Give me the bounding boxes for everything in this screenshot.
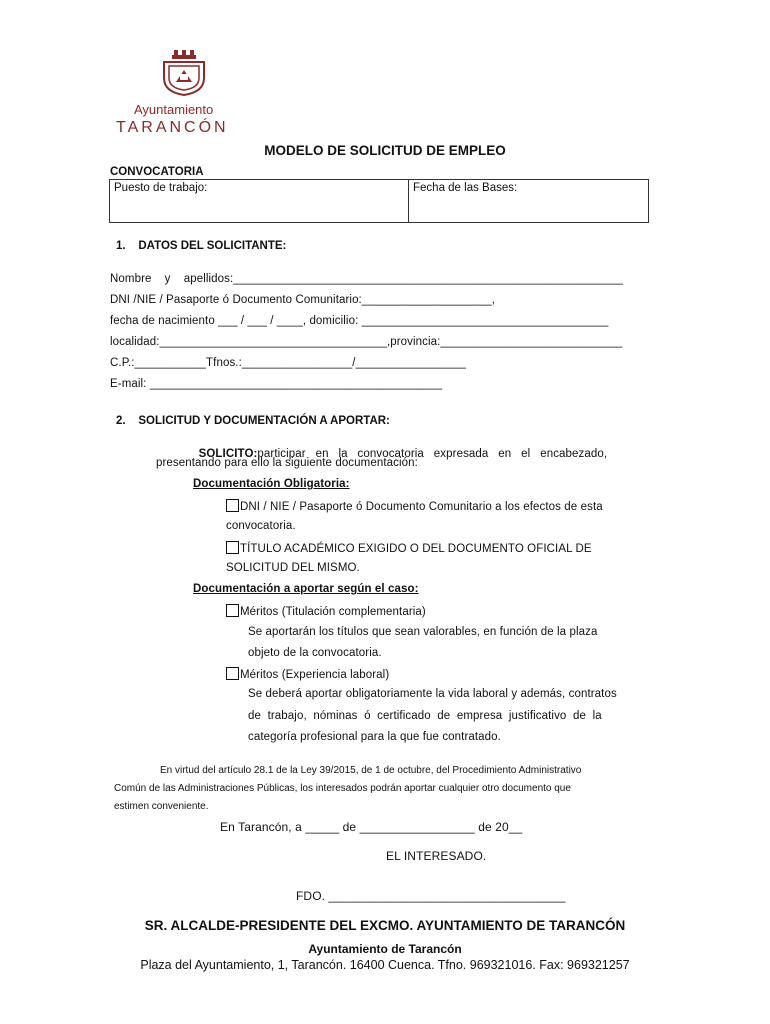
page-title: MODELO DE SOLICITUD DE EMPLEO [264,143,506,158]
meritos-titulacion-item [226,604,426,618]
legal-note-line-2: Común de las Administraciones Públicas, los interesados podrán aportar cualquier otro documento que [114,783,571,794]
localidad-field[interactable]: localidad:___________________________________,provincia:____________________________ [110,336,623,348]
titulo-checkbox[interactable] [226,541,239,554]
logo-name: Ayuntamiento [134,102,214,117]
place-date-field[interactable]: En Tarancón, a _____ de _________________ de 20__ [220,820,523,834]
fecha-bases-field[interactable] [409,180,648,222]
legal-note-line-1: En virtud del artículo 28.1 de la Ley 39/2015, de 1 de octubre, del Procedimiento Administrativo [160,765,582,776]
municipality-logo [116,48,250,140]
meritos-experiencia-desc-2: de trabajo, nóminas ó certificado de empresa justificativo de la [248,710,602,722]
obligatoria-heading: Documentación Obligatoria: [193,478,350,490]
solicito-text: participar en la convocatoria expresada en el encabezado, [257,448,608,460]
meritos-titulacion-checkbox[interactable] [226,604,239,617]
convocatoria-heading: CONVOCATORIA [110,166,204,178]
email-field[interactable]: E-mail: _____________________________________________ [110,378,443,390]
recipient-line: SR. ALCALDE-PRESIDENTE DEL EXCMO. AYUNTAMIENTO DE TARANCÓN [144,918,626,933]
nombre-field[interactable]: Nombre y apellidos:____________________________________________________________ [110,273,624,285]
meritos-titulacion-label: Méritos (Titulación complementaria) [240,606,426,618]
dni-document-cont: convocatoria. [226,520,296,532]
dni-checkbox[interactable] [226,499,239,512]
meritos-experiencia-item [226,667,389,681]
meritos-titulacion-desc-2: objeto de la convocatoria. [248,647,382,659]
meritos-experiencia-desc-3: categoría profesional para la que fue contratado. [248,731,501,743]
meritos-experiencia-desc-1: Se deberá aportar obligatoriamente la vida laboral y además, contratos [248,688,617,700]
solicito-label: SOLICITO: [198,448,258,460]
section2-heading: 2. SOLICITUD Y DOCUMENTACIÓN A APORTAR: [116,415,390,427]
fecha-domicilio-field[interactable]: fecha de nacimiento ___ / ___ / ____, domicilio: ______________________________________ [110,315,609,327]
logo-city: TARANCÓN [116,119,229,136]
solicito-continuation: presentando para ello la siguiente documentación: [156,457,418,469]
footer-address: Plaza del Ayuntamiento, 1, Tarancón. 16400 Cuenca. Tfno. 969321016. Fax: 969321257 [140,958,630,972]
legal-note-line-3: estimen conveniente. [114,801,209,812]
interesado-label: EL INTERESADO. [386,849,487,863]
titulo-document-label: TÍTULO ACADÉMICO EXIGIDO O DEL DOCUMENTO OFICIAL DE [240,543,592,555]
section1-heading: 1. DATOS DEL SOLICITANTE: [116,240,287,252]
dni-document-label: DNI / NIE / Pasaporte ó Documento Comunitario a los efectos de esta [240,501,603,513]
dni-document-item [226,499,603,513]
cp-telefono-field[interactable]: C.P.:___________Tfnos.:_________________/_________________ [110,357,467,369]
meritos-experiencia-label: Méritos (Experiencia laboral) [240,669,390,681]
coat-of-arms-icon [160,48,208,96]
puesto-label: Puesto de trabajo: [114,182,208,194]
fecha-bases-label: Fecha de las Bases: [413,182,518,194]
puesto-field[interactable] [110,180,409,222]
footer-org: Ayuntamiento de Tarancón [308,942,462,956]
convocatoria-table [109,179,649,223]
meritos-titulacion-desc-1: Se aportarán los títulos que sean valorables, en función de la plaza [248,626,598,638]
titulo-document-item [226,541,592,555]
signature-field[interactable]: FDO. ___________________________________ [296,889,566,903]
dni-field[interactable]: DNI /NIE / Pasaporte ó Documento Comunitario:____________________, [110,294,496,306]
meritos-experiencia-checkbox[interactable] [226,667,239,680]
titulo-document-cont: SOLICITUD DEL MISMO. [226,562,360,574]
segun-caso-heading: Documentación a aportar según el caso: [193,583,419,595]
